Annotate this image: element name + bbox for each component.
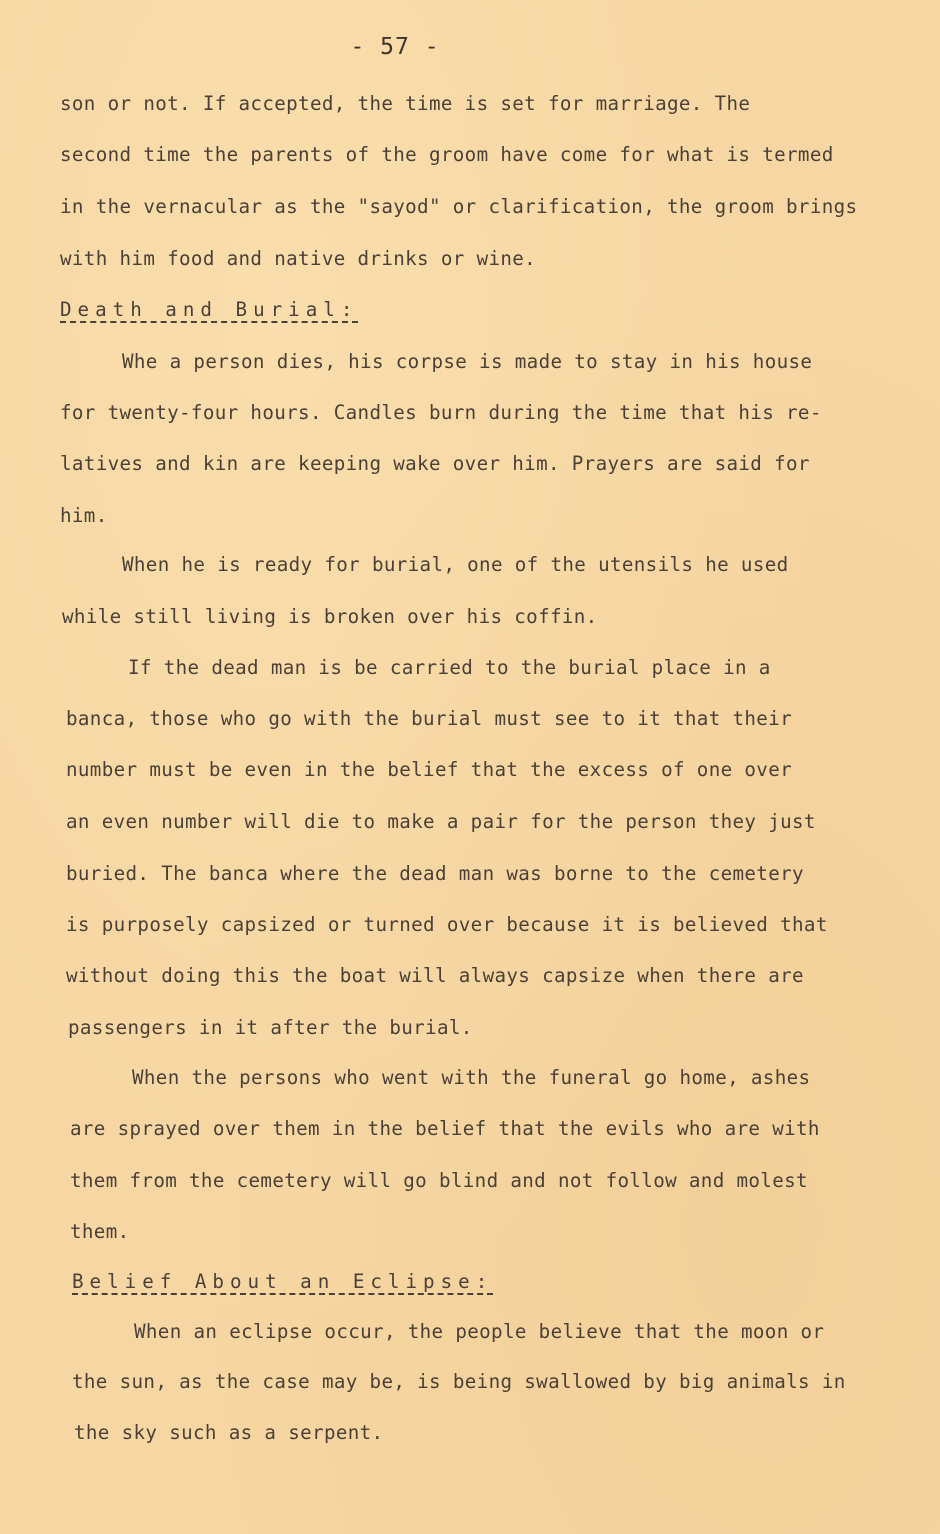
text-line: are sprayed over them in the belief that the evils who are with	[70, 1117, 820, 1140]
text-line: with him food and native drinks or wine.	[60, 247, 537, 270]
text-line: while still living is broken over his coffin.	[62, 605, 598, 628]
text-line: When the persons who went with the funeral go home, ashes	[132, 1066, 811, 1089]
text-line: for twenty-four hours. Candles burn during the time that his re-	[60, 401, 822, 424]
text-line: passengers in it after the burial.	[68, 1016, 473, 1039]
text-line: him.	[60, 504, 108, 527]
text-line: latives and kin are keeping wake over him. Prayers are said for	[60, 452, 810, 475]
text-line: When he is ready for burial, one of the utensils he used	[122, 553, 789, 576]
text-line: in the vernacular as the "sayod" or clarification, the groom brings	[60, 195, 858, 218]
text-line: an even number will die to make a pair for the person they just	[66, 810, 816, 833]
text-line: buried. The banca where the dead man was borne to the cemetery	[66, 862, 804, 885]
text-line: them from the cemetery will go blind and not follow and molest	[70, 1169, 808, 1192]
text-line: second time the parents of the groom have come for what is termed	[60, 143, 834, 166]
page-number: - 57 -	[350, 34, 440, 60]
text-line: When an eclipse occur, the people believe that the moon or	[134, 1320, 825, 1343]
text-line: without doing this the boat will always capsize when there are	[66, 964, 804, 987]
section-heading-death-and-burial: Death and Burial:	[60, 298, 359, 321]
text-line: number must be even in the belief that the excess of one over	[66, 758, 793, 781]
text-line: banca, those who go with the burial must see to it that their	[66, 707, 793, 730]
text-line: son or not. If accepted, the time is set for marriage. The	[60, 92, 751, 115]
section-heading-belief-about-an-eclipse: Belief About an Eclipse:	[72, 1270, 494, 1293]
text-line: Whe a person dies, his corpse is made to stay in his house	[122, 350, 813, 373]
text-line: them.	[70, 1220, 130, 1243]
text-line: the sun, as the case may be, is being swallowed by big animals in	[72, 1370, 846, 1393]
text-line: the sky such as a serpent.	[74, 1421, 384, 1444]
text-line: is purposely capsized or turned over because it is believed that	[66, 913, 828, 936]
text-line: If the dead man is be carried to the burial place in a	[128, 656, 771, 679]
